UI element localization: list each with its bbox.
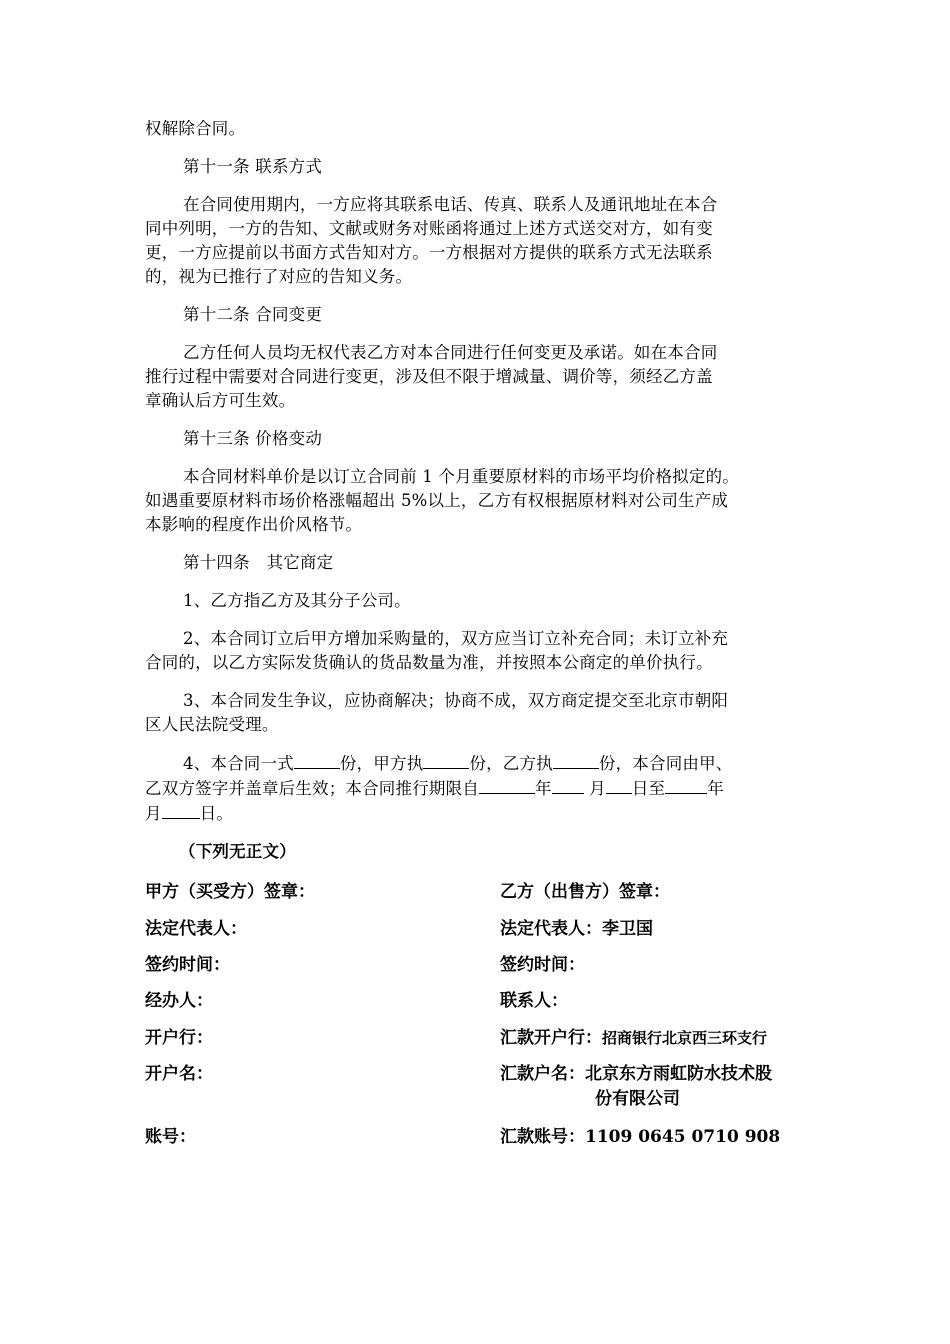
party-a-handler-label: 经办人： [145,991,213,1011]
article-14-item-3: 3、本合同发生争议，应协商解决；协商不成，双方商定提交至北京市朝阳 [183,691,729,710]
item-4-text: 日至 [631,779,666,798]
item-4-text: 月 [589,779,606,798]
party-a-date-label: 签约时间： [145,955,230,975]
article-14-item-4 [145,801,825,826]
party-b-bank-label-text: 汇款开户行： [500,1028,602,1048]
article-13-text: 本影响的程度作出价风格节。 [145,515,363,534]
item-4-text: 份，本合同由甲、 [598,754,733,773]
item-4-text: 份，甲方执 [339,754,424,773]
article-14-item-2: 合同的，以乙方实际发货确认的货品数量为准，并按照本公商定的单价执行。 [145,653,713,672]
party-b-bank-value: 招商银行北京西三环支行 [602,1029,768,1047]
start-day-blank[interactable] [606,776,632,794]
article-12-text: 乙方任何人员均无权代表乙方对本合同进行任何变更及承诺。如在本合同 [183,343,718,362]
end-year-blank[interactable] [665,776,707,794]
party-b-date-label: 签约时间： [500,955,585,975]
party-b-account-name-value: 北京东方雨虹防水技术股 [585,1064,772,1084]
contract-body [145,117,825,864]
party-b-account-name-label-text: 汇款户名： [500,1064,585,1084]
article-11-text: 在合同使用期内，一方应将其联系电话、传真、联系人及通讯地址在本合 [183,195,718,214]
party-b-bank-label [500,1026,767,1050]
party-b-account-number-label-text: 汇款账号： [500,1127,585,1147]
article-11-text: 的，视为已推行了对应的告知义务。 [145,267,413,286]
item-4-text: 4、本合同一式 [183,754,294,773]
party-a-rep-label: 法定代表人： [145,919,247,939]
party-b-rep-value: 李卫国 [602,919,653,939]
article-12-text: 推行过程中需要对合同进行变更，涉及但不限于增减量、调价等，须经乙方盖 [145,367,713,386]
article-14-item-1: 1、乙方指乙方及其分子公司。 [183,591,411,610]
article-14-heading: 第十四条 其它商定 [183,553,334,572]
party-a-bank-label: 开户行： [145,1028,213,1048]
party-b-account-name-label [500,1062,772,1086]
item-4-text: 年 [707,779,724,798]
text-line: 权解除合同。 [145,119,246,138]
article-13-text: 如遇重要原材料市场价格涨幅超出 5%以上，乙方有权根据原材料对公司生产成 [145,491,729,510]
copies-total-blank[interactable] [294,751,340,769]
start-year-blank[interactable] [479,776,535,794]
item-4-text: 月 [145,804,162,823]
no-further-text-note: （下列无正文） [179,842,296,861]
party-a-seal-label: 甲方（买受方）签章： [145,882,315,902]
party-b-account-number-label [500,1125,780,1149]
party-b-rep-label-text: 法定代表人： [500,919,602,939]
article-11-text: 更，一方应提前以书面方式告知对方。一方根据对方提供的联系方式无法联系 [145,243,713,262]
item-4-text: 份，乙方执 [469,754,553,773]
end-month-blank[interactable] [162,801,200,819]
article-13-heading: 第十三条 价格变动 [183,429,323,448]
article-14-item-3: 区人民法院受理。 [145,715,279,734]
item-4-text: 乙双方签字并盖章后生效；本合同推行期限自 [145,779,479,798]
article-11-text: 同中列明，一方的告知、文献或财务对账函将通过上述方式送交对方，如有变 [145,219,713,238]
article-14-item-4 [145,776,825,801]
copies-party-b-blank[interactable] [553,751,599,769]
party-a-account-number-label: 账号： [145,1127,196,1147]
item-4-text: 年 [535,779,552,798]
party-b-account-name-value-cont: 份有限公司 [595,1089,680,1109]
party-b-seal-label: 乙方（出售方）签章： [500,882,670,902]
party-b-account-number-value: 1109 0645 0710 908 [585,1127,781,1147]
article-11-heading: 第十一条 联系方式 [183,157,323,176]
article-14-item-4 [145,751,825,776]
party-b-contact-label: 联系人： [500,991,568,1011]
party-a-account-name-label: 开户名： [145,1064,213,1084]
article-12-text: 章确认后方可生效。 [145,391,296,410]
article-14-item-2: 2、本合同订立后甲方增加采购量的，双方应当订立补充合同；未订立补充 [183,629,729,648]
start-month-blank[interactable] [552,776,584,794]
copies-party-a-blank[interactable] [423,751,469,769]
item-4-text: 日。 [199,804,234,823]
party-b-rep-label [500,917,653,941]
article-12-heading: 第十二条 合同变更 [183,305,323,324]
article-13-text: 本合同材料单价是以订立合同前 1 个月重要原材料的市场平均价格拟定的。 [183,467,739,486]
